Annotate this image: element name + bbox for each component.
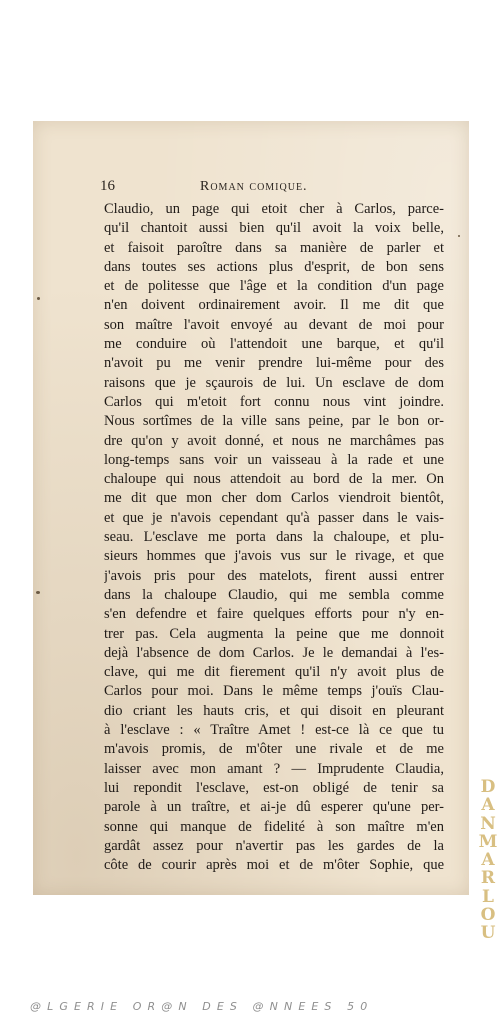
text-line: Carlos qui m'etoit fort connu nous vint joindre. [104, 393, 444, 410]
text-line: Nous sortîmes de la ville sans peine, par le bon or- [104, 413, 444, 430]
text-line: s'en defendre et faire quelques efforts pour n'y en- [104, 606, 444, 623]
text-line: côte de courir après moi et de m'ôter Sophie, que [104, 857, 444, 874]
text-line: sieurs hommes que j'avois vus sur le rivage, et que [104, 548, 444, 565]
text-line: j'avois pris pour des matelots, firent aussi entrer [104, 567, 444, 584]
page-number: 16 [100, 178, 115, 194]
text-line: trer pas. Cela augmenta la peine que me donnoit [104, 625, 444, 642]
vertical-stamp [478, 778, 498, 943]
stamp-letter: M [478, 831, 498, 852]
stamp-letter: A [481, 850, 495, 871]
text-line: qu'il chantoit aussi bien qu'il avoit la voix belle, [104, 220, 444, 237]
text-line: Carlos pour moi. Dans le même temps j'ouïs Clau- [104, 683, 444, 700]
text-line: son maître l'avoit envoyé au devant de moi pour [104, 316, 444, 333]
text-line: gardât assez pour n'avertir pas les gardes de la [104, 837, 444, 854]
stamp-letter: O [480, 905, 496, 926]
paper-speck [36, 591, 40, 594]
text-line: me conduire où l'attendoit une barque, et qu'il [104, 336, 444, 353]
stamp-letter: L [482, 886, 494, 907]
stamp-letter: A [481, 795, 495, 816]
text-line: me dit que mon cher dom Carlos viendroit bientôt, [104, 490, 444, 507]
text-line: dejà l'absence de dom Carlos. Je le demandai à l'es- [104, 644, 444, 661]
text-line: à l'esclave : « Traître Amet ! est-ce là ce que tu [104, 722, 444, 739]
footer-watermark: @LGERIE OR@N DES @NNEES 50 [30, 1000, 374, 1013]
page-header [100, 178, 440, 196]
text-line: long-temps sans voir un vaisseau à la rade et une [104, 451, 444, 468]
text-line: m'avois promis, de m'ôter une rivale et de me [104, 741, 444, 758]
text-line: raisons que je sçaurois de lui. Un esclave de dom [104, 374, 444, 391]
text-line: sonne qui manque de fidelité à son maître m'en [104, 818, 444, 835]
text-line: dio criant les hauts cris, et qui disoit en pleurant [104, 702, 444, 719]
body-text [104, 200, 444, 875]
text-line: Claudio, un page qui etoit cher à Carlos, parce- [104, 201, 444, 217]
text-line: et que je n'avois cependant qu'à passer dans le vais- [104, 509, 444, 526]
text-line: dans la chaloupe Claudio, qui me sembla comme [104, 586, 444, 603]
stamp-letter: N [480, 813, 496, 834]
text-line: n'avoit pu me venir prendre lui-même pour des [104, 355, 444, 372]
text-line: chaloupe qui nous attendoit au bord de la mer. On [104, 471, 444, 488]
running-title: Roman comique. [200, 179, 308, 194]
text-line: et faisoit paroître dans sa manière de parler et [104, 239, 444, 256]
text-line: parole à un traître, et ai-je dû esperer qu'une per- [104, 799, 444, 816]
stamp-letter: U [480, 923, 496, 944]
text-line: n'en doivent ordinairement avoir. Il me dit que [104, 297, 444, 314]
stamp-letter: R [480, 868, 496, 889]
text-line: lui repondit l'esclave, est-on obligé de tenir sa [104, 779, 444, 796]
text-line: laisser avec mon amant ? — Imprudente Claudia, [104, 760, 444, 777]
paper-speck [37, 297, 40, 300]
paper-speck [458, 235, 460, 237]
stamp-letter: D [480, 777, 496, 797]
text-line: et de politesse que l'âge et la condition d'un page [104, 278, 444, 295]
text-line: dans toutes ses actions plus d'esprit, de bon sens [104, 258, 444, 275]
text-line: seau. L'esclave me porta dans la chaloupe, et plu- [104, 529, 444, 546]
text-line: dre qu'on y avoit donné, et nous ne marchâmes pas [104, 432, 444, 449]
text-line: clave, qui me dit fierement qu'il n'y avoit plus de [104, 664, 444, 681]
